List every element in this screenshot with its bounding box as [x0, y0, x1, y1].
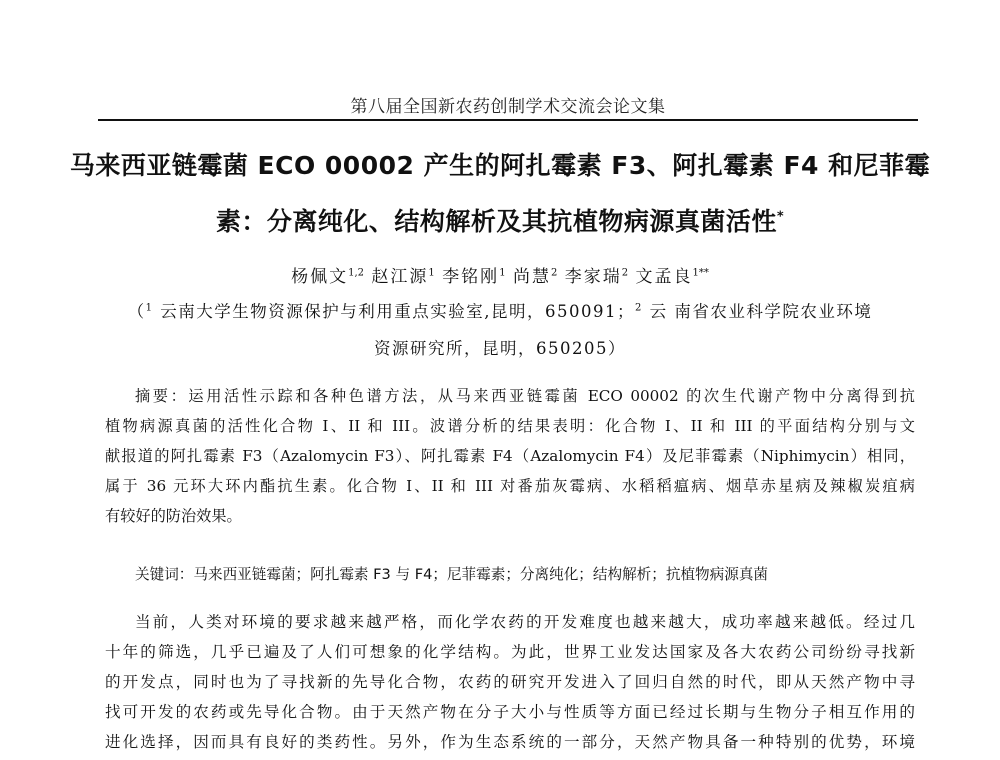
keywords-line: 关键词：马来西亚链霉菌；阿扎霉素 F3 与 F4；尼菲霉素；分离纯化；结构解析；抗植物病源真菌 — [135, 566, 769, 583]
body-line: 十年的筛选，几乎已遍及了人们可想象的化学结构。为此，世界工业发达国家及各大农药公司纷纷寻找新 — [105, 643, 915, 661]
affiliation-mark-2: 2 — [634, 302, 643, 314]
body-line: 找可开发的农药或先导化合物。由于天然产物在分子大小与性质等方面已经过长期与生物分子相互作用的 — [105, 703, 915, 721]
keywords — [105, 560, 915, 590]
body-line: 进化选择，因而具有良好的类药性。另外，作为生态系统的一部分，天然产物具备一种特别的优势，环境 — [105, 733, 915, 751]
author — [636, 267, 709, 287]
author — [371, 267, 434, 287]
affiliation-line-2 — [60, 335, 940, 359]
body-paragraph — [105, 607, 915, 757]
author-affiliation-mark: 1 — [499, 267, 506, 279]
body-line: 的开发点，同时也为了寻找新的先导化合物，农药的研究开发进入了回归自然的时代，即从天然产物中寻 — [105, 673, 915, 691]
affiliation-open-paren: （ — [127, 302, 146, 321]
author-list — [60, 262, 940, 287]
paper-title-line-1 — [60, 146, 940, 182]
abstract-line: 有较好的防治效果。 — [105, 507, 242, 525]
author-affiliation-mark: 1** — [692, 267, 709, 279]
abstract-line: 献报道的阿扎霉素 F3（Azalomycin F3）、阿扎霉素 F4（Azalomycin F4）及尼菲霉素（Niphimycin）相同， — [105, 447, 915, 465]
author-affiliation-mark: 1 — [428, 267, 435, 279]
title-footnote-mark: * — [776, 209, 785, 225]
paper-title-line-2 — [60, 202, 940, 238]
affiliation-2-part-1: 云 南省农业科学院农业环境 — [642, 302, 873, 321]
abstract-line: 摘要：运用活性示踪和各种色谱方法，从马来西亚链霉菌 ECO 00002 的次生代谢产物中分离得到抗 — [135, 387, 915, 405]
author — [513, 267, 557, 287]
author-name: 文孟良 — [635, 267, 693, 287]
author-affiliation-mark: 2 — [621, 267, 629, 279]
author-name: 杨佩文 — [291, 267, 349, 287]
author-name: 赵江源 — [371, 267, 429, 287]
title-text-2: 素：分离纯化、结构解析及其抗植物病源真菌活性 — [215, 207, 777, 236]
author-name: 尚慧 — [512, 267, 551, 287]
abstract-line: 植物病源真菌的活性化合物 I、II 和 III。波谱分析的结果表明：化合物 I、II 和 III 的平面结构分别与文 — [105, 417, 915, 435]
header-rule — [98, 119, 918, 121]
author — [291, 267, 364, 287]
affiliation-1: 云南大学生物资源保护与利用重点实验室,昆明，650091； — [153, 302, 635, 321]
abstract-line: 属于 36 元环大环内酯抗生素。化合物 I、II 和 III 对番茄灰霉病、水稻稻瘟病、烟草赤星病及辣椒炭疽病 — [105, 477, 915, 495]
author-affiliation-mark: 1,2 — [348, 267, 364, 279]
abstract — [105, 381, 915, 531]
author-affiliation-mark: 2 — [550, 267, 558, 279]
author — [442, 267, 505, 287]
author-name: 李铭刚 — [442, 267, 500, 287]
body-line: 当前，人类对环境的要求越来越严格，而化学农药的开发难度也越来越大，成功率越来越低。经过几 — [135, 613, 915, 631]
author-name: 李家瑞 — [564, 267, 622, 287]
affiliation-mark-1: 1 — [145, 302, 154, 314]
affiliation-line-1 — [60, 298, 940, 322]
title-text-1: 马来西亚链霉菌 ECO 00002 产生的阿扎霉素 F3、阿扎霉素 F4 和尼菲霉 — [69, 151, 931, 180]
author — [565, 267, 628, 287]
running-head: 第八届全国新农药创制学术交流会论文集 — [350, 97, 666, 117]
affiliation-2-part-2: 资源研究所，昆明，650205） — [374, 339, 626, 358]
